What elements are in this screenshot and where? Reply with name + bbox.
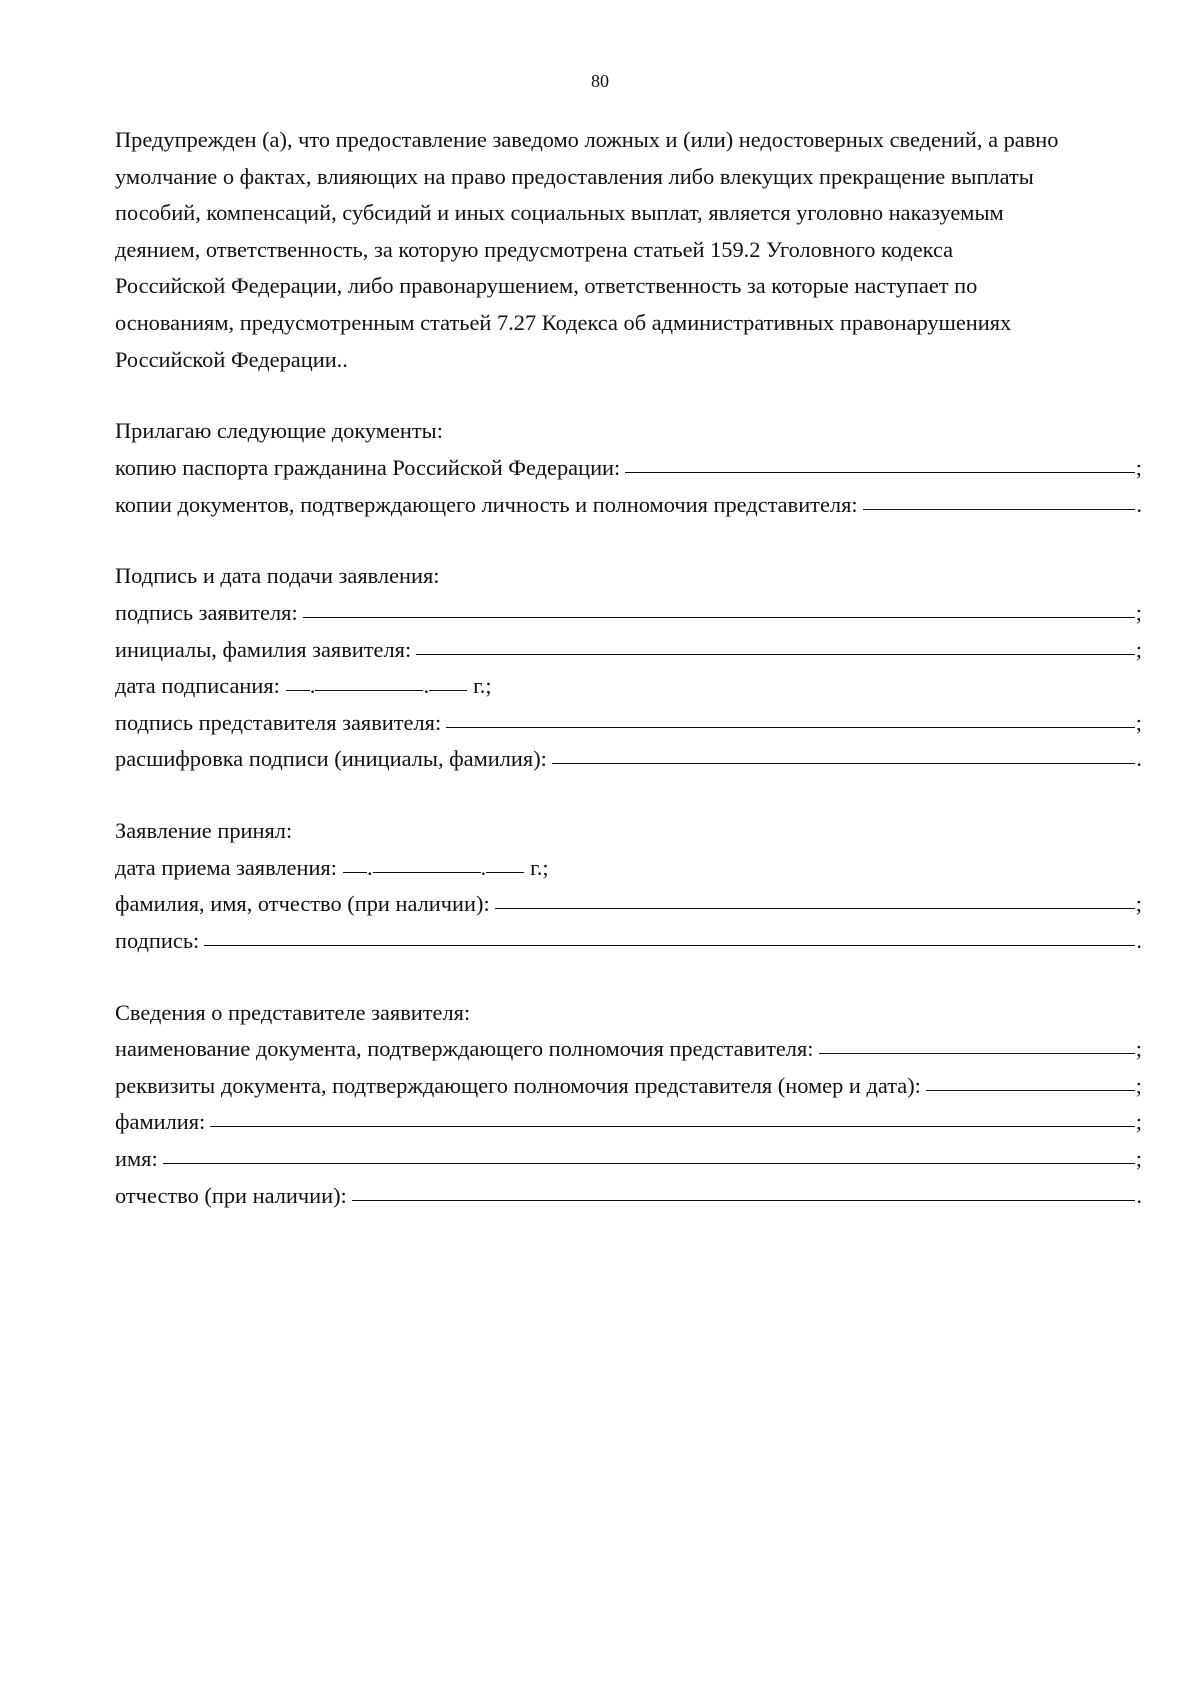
signature-transcript-field[interactable] [552,763,1135,764]
representative-name-label: имя: [115,1146,158,1171]
applicant-name-label: инициалы, фамилия заявителя: [115,636,412,662]
acceptor-signature-row [115,923,1142,960]
applicant-signature-label: подпись заявителя: [115,599,298,625]
line-terminator: ; [1135,891,1142,917]
warning-line: Предупрежден (а), что предоставление заведомо ложных и (или) недостоверных сведений, а равно [115,127,1059,152]
applicant-name-row [115,632,1142,669]
representative-docs-field[interactable] [863,509,1136,510]
representative-signature-label: подпись представителя заявителя: [115,709,442,735]
authority-doc-details-label: реквизиты документа, подтверждающего полномочия представителя (номер и дата): [115,1072,921,1098]
attachments-heading: Прилагаю следующие документы: [115,418,443,444]
line-terminator: ; [1135,599,1142,625]
representative-heading: Сведения о представителе заявителя: [115,999,471,1025]
authority-doc-name-label: наименование документа, подтверждающего полномочия представителя: [115,1036,814,1062]
accepted-heading: Заявление принял: [115,818,293,844]
representative-surname-field[interactable] [210,1126,1134,1127]
representative-name-row [115,1141,1142,1178]
signing-year-field[interactable] [429,690,467,691]
signing-day-field[interactable] [286,690,310,691]
line-terminator: ; [1135,1036,1142,1062]
line-terminator: . [1136,927,1142,953]
applicant-name-field[interactable] [416,654,1135,655]
signing-date-label: дата подписания: [115,673,280,699]
passport-copy-label: копию паспорта гражданина Российской Федерации: [115,454,621,480]
attachments-section [115,413,1142,523]
line-terminator: ; [1135,709,1142,735]
representative-patronymic-label: отчество (при наличии): [115,1182,347,1208]
applicant-signature-field[interactable] [303,617,1135,618]
authority-doc-name-field[interactable] [819,1053,1135,1054]
date-separator: . [480,854,487,880]
acceptor-fullname-row [115,886,1142,923]
year-suffix: г.; [530,854,549,880]
signature-transcript-row [115,741,1142,778]
representative-patronymic-row [115,1178,1142,1215]
acceptor-fullname-field[interactable] [495,908,1135,909]
acceptor-fullname-label: фамилия, имя, отчество (при наличии): [115,891,490,917]
warning-line: Российской Федерации, либо правонарушением, ответственность за которые наступает по [115,273,978,299]
applicant-signature-row [115,595,1142,632]
year-suffix: г.; [473,673,492,699]
authority-doc-name-row [115,1031,1142,1068]
line-terminator: . [1136,491,1142,517]
date-separator: . [309,673,316,699]
representative-signature-row [115,705,1142,742]
acceptance-day-field[interactable] [343,872,367,873]
line-terminator: ; [1135,1072,1142,1098]
signing-date-row [115,668,1142,705]
acceptor-signature-field[interactable] [204,945,1135,946]
warning-paragraph [115,122,1142,378]
representative-section [115,995,1142,1215]
acceptor-signature-label: подпись: [115,927,200,953]
warning-line: пособий, компенсаций, субсидий и иных социальных выплат, является уголовно наказуемым [115,200,1004,226]
warning-line: деянием, ответственность, за которую предусмотрена статьей 159.2 Уголовного кодекса [115,236,954,262]
representative-surname-label: фамилия: [115,1109,206,1135]
warning-line: умолчание о фактах, влияющих на право предоставления либо влекущих прекращение выплаты [115,163,1034,189]
acceptance-date-label: дата приема заявления: [115,854,337,880]
representative-docs-row [115,487,1142,524]
acceptance-date-row [115,850,1142,887]
form-content [115,122,1142,1214]
passport-copy-field[interactable] [625,472,1135,473]
authority-doc-details-field[interactable] [926,1090,1135,1091]
representative-docs-label: копии документов, подтверждающего личность и полномочия представителя: [115,491,858,517]
signature-section [115,558,1142,778]
signature-heading: Подпись и дата подачи заявления: [115,563,440,589]
line-terminator: ; [1135,1146,1142,1171]
accepted-section [115,813,1142,959]
line-terminator: ; [1135,636,1142,662]
signing-month-field[interactable] [315,690,423,691]
warning-line: Российской Федерации.. [115,346,348,372]
authority-doc-details-row [115,1068,1142,1105]
warning-line: основаниям, предусмотренным статьей 7.27 Кодекса об административных правонарушениях [115,309,1012,335]
line-terminator: ; [1135,454,1142,480]
representative-patronymic-field[interactable] [352,1200,1136,1201]
acceptance-year-field[interactable] [486,872,524,873]
line-terminator: ; [1135,1109,1142,1135]
passport-copy-row [115,450,1142,487]
representative-surname-row [115,1104,1142,1141]
line-terminator: . [1136,1182,1142,1208]
representative-signature-field[interactable] [446,727,1135,728]
representative-name-field[interactable] [163,1163,1135,1164]
signature-transcript-label: расшифровка подписи (инициалы, фамилия): [115,746,547,772]
line-terminator: . [1136,746,1142,772]
date-separator: . [423,673,430,699]
page-number: 80 [591,71,609,91]
date-separator: . [366,854,373,880]
acceptance-month-field[interactable] [373,872,481,873]
